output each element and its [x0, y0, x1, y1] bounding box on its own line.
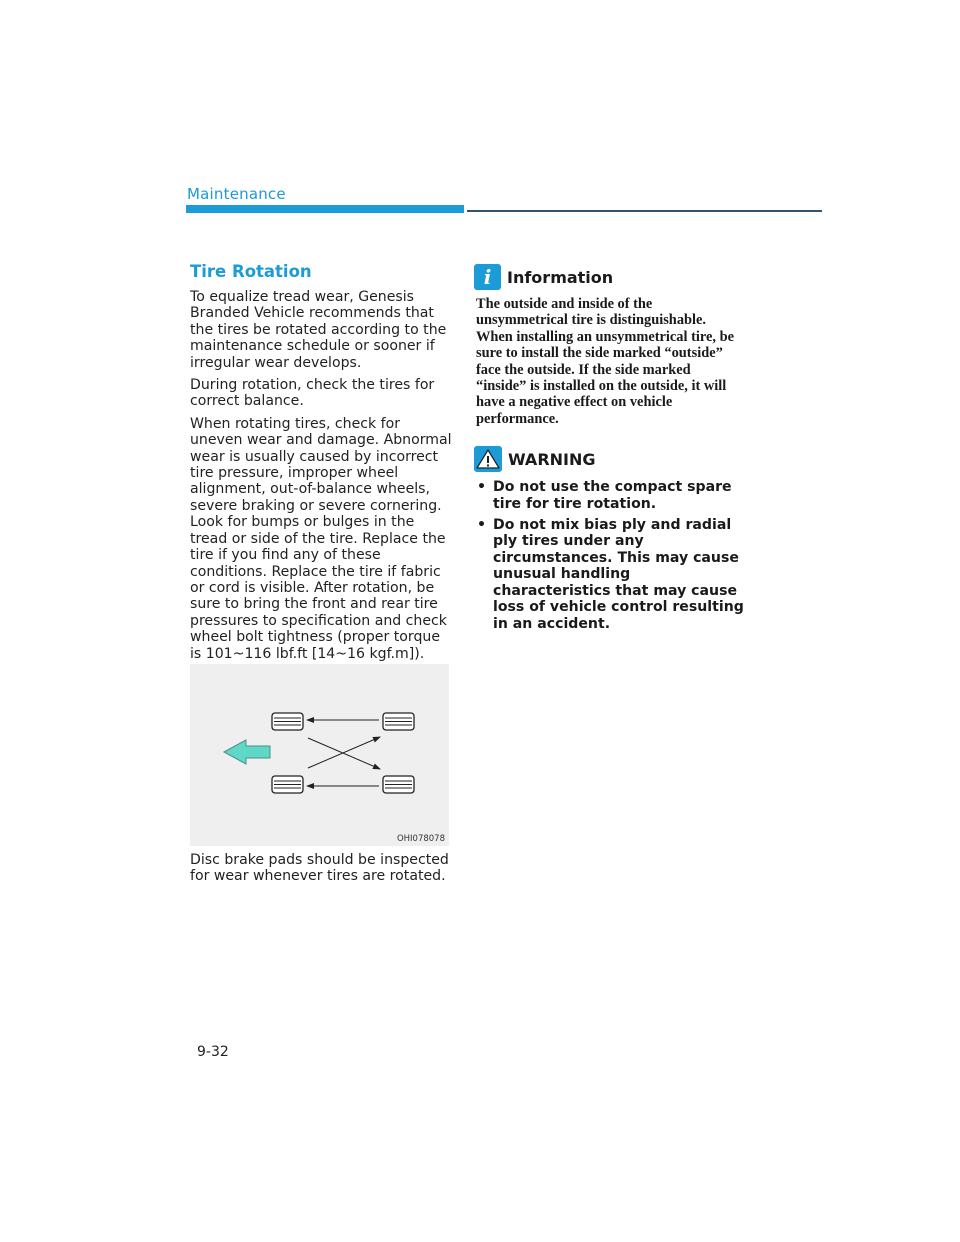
left-column — [190, 262, 452, 668]
warning-title: WARNING — [508, 449, 596, 469]
header-rule — [467, 210, 822, 212]
warning-item — [474, 517, 744, 632]
paragraph-balance: During rotation, check the tires for correct balance. — [190, 377, 435, 410]
warning-list — [474, 479, 744, 632]
rotation-arrow-cross-1 — [308, 738, 380, 769]
paragraph-inspection: When rotating tires, check for uneven wear and damage. Abnormal wear is usually caused by incorrect tire pressure, improper wheel alignment, out-of-balance wheels, severe braking or severe cornering. Look for bumps or bulges in the tread or side of the tire. Replace the tire if you find any of these conditions. Replace the tire if fabric or cord is visible. After rotation, be sure to bring the front and rear tire pressures to specification and check wheel bolt tightness (proper torque is 101~116 lbf.ft [14~16 kgf.m]). — [190, 415, 452, 662]
paragraph-brake-pads: Disc brake pads should be inspected for wear whenever tires are rotated. — [190, 852, 449, 885]
rotation-svg — [190, 664, 449, 846]
header-accent-bar — [186, 205, 464, 213]
direction-arrow-icon — [224, 740, 270, 764]
information-text: The outside and inside of the unsymmetrical tire is distinguishable. When installing an unsymmetrical tire, be sure to install the side marked “outside” face the outside. If the side marked “inside” is installed on the outside, it will have a negative effect on vehicle performance. — [476, 296, 734, 427]
tire-rear-left-icon — [383, 713, 414, 730]
warning-item-text: Do not mix bias ply and radial ply tires under any circumstances. This may cause unusual handling characteristics that may cause loss of vehicle control resulting in an accident. — [493, 517, 744, 632]
warning-item-text: Do not use the compact spare tire for tire rotation. — [493, 479, 732, 512]
information-title: Information — [507, 267, 614, 287]
header-section-title: Maintenance — [187, 185, 286, 203]
tire-front-left-icon — [272, 713, 303, 730]
warning-triangle-icon — [474, 446, 502, 472]
warning-header — [474, 445, 744, 473]
tire-rear-right-icon — [383, 776, 414, 793]
bullet-icon: • — [477, 479, 487, 496]
tire-front-right-icon — [272, 776, 303, 793]
warning-item — [474, 479, 744, 512]
bullet-icon: • — [477, 517, 487, 534]
information-header — [474, 262, 744, 292]
info-icon: i — [474, 264, 501, 290]
right-column — [474, 262, 744, 637]
figure-code: OHI078078 — [396, 834, 445, 844]
page-number: 9-32 — [197, 1044, 229, 1060]
rotation-arrow-cross-2 — [308, 737, 380, 768]
tire-rotation-diagram — [190, 664, 449, 846]
section-title: Tire Rotation — [190, 262, 312, 281]
paragraph-intro: To equalize tread wear, Genesis Branded Vehicle recommends that the tires be rotated according to the maintenance schedule or sooner if irregular wear develops. — [190, 289, 447, 371]
